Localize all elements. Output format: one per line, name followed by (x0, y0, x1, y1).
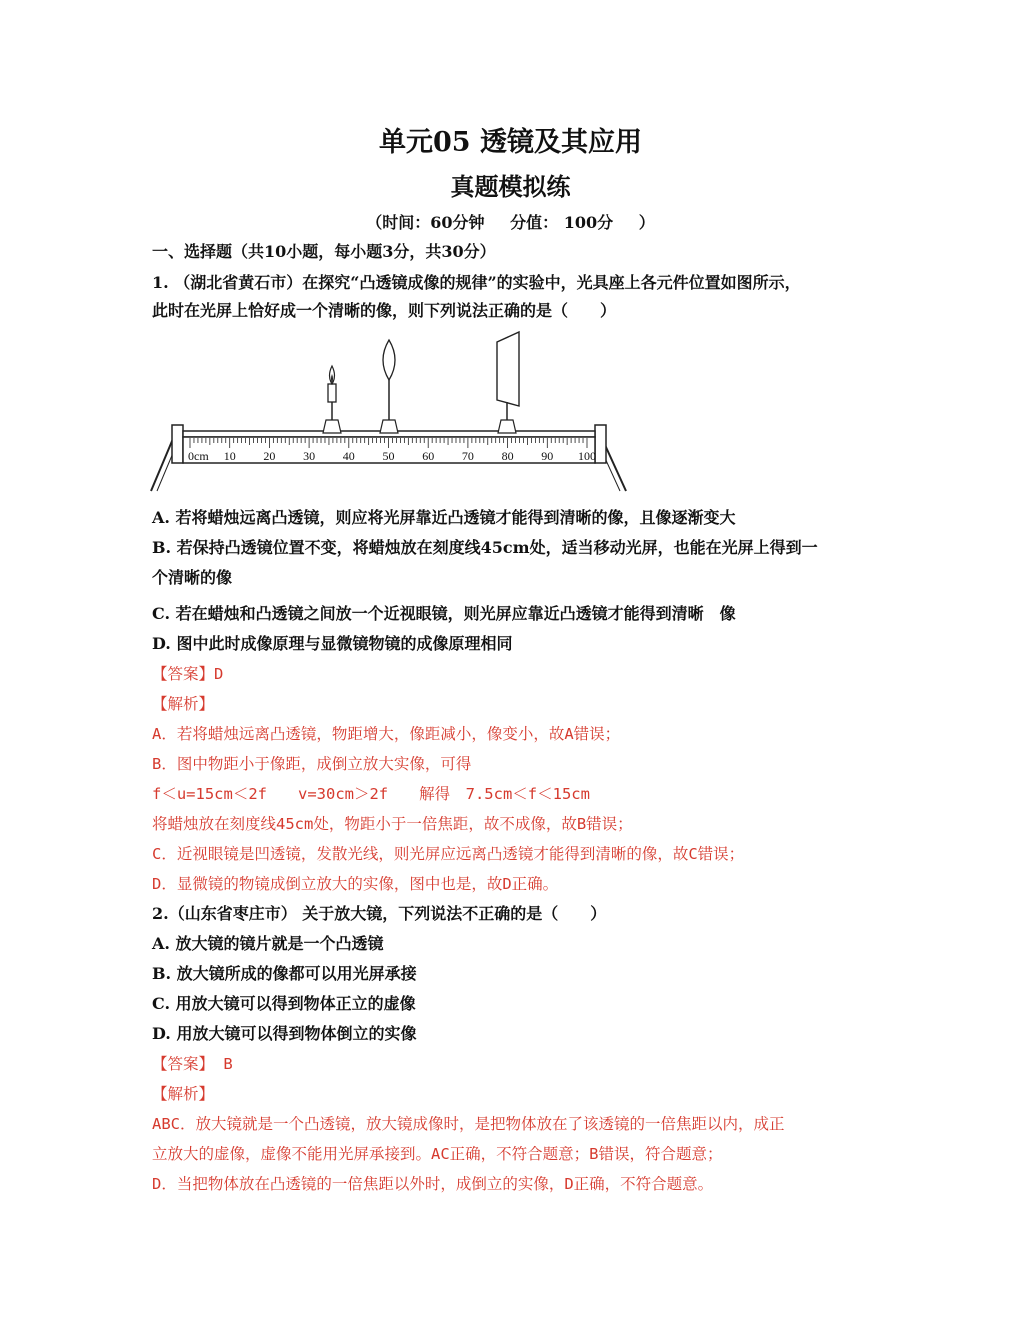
q1-analysis-c: C．近视眼镜是凹透镜，发散光线，则光屏应远离凸透镜才能得到清晰的像，故C错误； (152, 845, 745, 863)
q1-option-c: C. 若在蜡烛和凸透镜之间放一个近视眼镜，则光屏应靠近凸透镜才能得到清晰 像 (152, 604, 736, 623)
ruler-tick-label: 0cm (188, 449, 209, 463)
candle (323, 366, 341, 433)
q2-option-d: D. 用放大镜可以得到物体倒立的实像 (152, 1024, 417, 1043)
q2-analysis-line1: ABC．放大镜就是一个凸透镜，放大镜成像时，是把物体放在了该透镜的一倍焦距以内，成正 (152, 1115, 785, 1133)
q2-analysis-label: 【解析】 (152, 1085, 215, 1103)
q2-option-c: C. 用放大镜可以得到物体正立的虚像 (152, 994, 416, 1013)
ruler-tick-label: 80 (501, 449, 514, 463)
q1-answer: 【答案】D (152, 665, 224, 683)
time-label: （时间：60分钟 (366, 213, 485, 232)
ruler-tick-label: 10 (223, 449, 236, 463)
q2-stem: 2.（山东省枣庄市） 关于放大镜，下列说法不正确的是（ ） (152, 904, 607, 923)
convex-lens (380, 340, 398, 433)
ruler-tick-label: 100 (578, 449, 596, 463)
q1-analysis-formula: f＜u=15cm＜2f v=30cm＞2f 解得 7.5cm＜f＜15cm (152, 785, 590, 803)
page-subtitle: 真题模拟练 (450, 172, 571, 201)
ruler-tick-label: 40 (342, 449, 355, 463)
q1-stem-line2: 此时在光屏上恰好成一个清晰的像，则下列说法正确的是（ ） (152, 301, 617, 320)
section-heading: 一、选择题（共10小题，每小题3分，共30分） (152, 242, 496, 261)
q1-option-b-cont: 个清晰的像 (152, 568, 233, 587)
ruler-tick-label: 70 (461, 449, 474, 463)
q2-option-a: A. 放大镜的镜片就是一个凸透镜 (152, 934, 384, 953)
q1-analysis-d: D．显微镜的物镜成倒立放大的实像，图中也是，故D正确。 (152, 875, 559, 893)
q1-option-b: B. 若保持凸透镜位置不变，将蜡烛放在刻度线45cm处，适当移动光屏，也能在光屏上得到一 (152, 538, 818, 557)
ruler-tick-label: 50 (382, 449, 395, 463)
score-label: 分值： 100分 (510, 213, 614, 232)
q1-analysis-b2: 将蜡烛放在刻度线45cm处，物距小于一倍焦距，故不成像，故B错误； (152, 815, 633, 833)
ruler-tick-label: 20 (263, 449, 276, 463)
q2-analysis-line2: 立放大的虚像，虚像不能用光屏承接到。AC正确，不符合题意；B错误，符合题意； (152, 1145, 723, 1163)
q2-answer: 【答案】 B (152, 1055, 233, 1073)
ruler-tick-label: 60 (422, 449, 435, 463)
q1-analysis-label: 【解析】 (152, 695, 215, 713)
q1-analysis-b: B．图中物距小于像距，成倒立放大实像，可得 (152, 755, 472, 773)
unit-title: 单元05 透镜及其应用 (379, 127, 642, 158)
light-screen (497, 332, 519, 433)
exam-meta (0, 210, 1021, 233)
meta-close-paren: ） (638, 213, 655, 232)
optical-bench-figure (145, 330, 640, 500)
ruler-tick-label: 30 (303, 449, 316, 463)
q2-option-b: B. 放大镜所成的像都可以用光屏承接 (152, 964, 417, 983)
ruler-tick-label: 90 (541, 449, 554, 463)
q1-analysis-a: A．若将蜡烛远离凸透镜，物距增大，像距减小，像变小，故A错误； (152, 725, 621, 743)
q1-option-d: D. 图中此时成像原理与显微镜物镜的成像原理相同 (152, 634, 513, 653)
q1-stem-line1: 1. （湖北省黄石市）在探究“凸透镜成像的规律”的实验中，光具座上各元件位置如图所示， (152, 273, 801, 292)
q1-option-a: A. 若将蜡烛远离凸透镜，则应将光屏靠近凸透镜才能得到清晰的像，且像逐渐变大 (152, 508, 736, 527)
q2-analysis-line3: D．当把物体放在凸透镜的一倍焦距以外时，成倒立的实像，D正确，不符合题意。 (152, 1175, 714, 1193)
